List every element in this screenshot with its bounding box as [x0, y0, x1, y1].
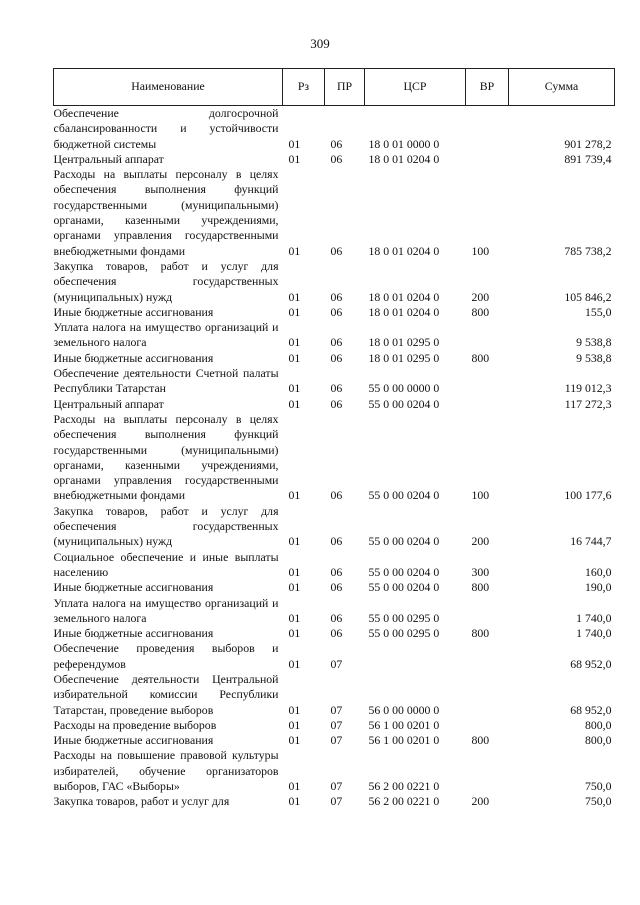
- cell-vr: 800: [471, 304, 490, 319]
- table-body: [54, 106, 615, 810]
- cell-pr: 06: [330, 564, 343, 579]
- cell-sum: 9 538,8: [576, 350, 612, 365]
- cell-csr: 56 2 00 0221 0: [368, 794, 440, 809]
- cell-vr: 200: [471, 534, 490, 549]
- table-row: [54, 504, 615, 550]
- cell-rz: 01: [288, 626, 301, 641]
- cell-csr: 55 0 00 0295 0: [368, 626, 440, 641]
- cell-pr: 06: [330, 289, 343, 304]
- cell-sum: 119 012,3: [564, 381, 612, 396]
- cell-csr: 18 0 01 0295 0: [368, 335, 440, 350]
- cell-name: Иные бюджетные ассигнования: [53, 626, 214, 641]
- cell-rz: 01: [288, 779, 301, 794]
- cell-rz: 01: [288, 151, 301, 166]
- cell-pr: 07: [330, 733, 343, 748]
- table-row: [54, 397, 615, 412]
- cell-rz: 01: [288, 717, 301, 732]
- header-vr: ВР: [466, 69, 509, 106]
- table-row: [54, 366, 615, 397]
- table-row: [54, 106, 615, 152]
- cell-csr: 55 0 00 0204 0: [368, 488, 440, 503]
- cell-rz: 01: [288, 564, 301, 579]
- cell-csr: 56 1 00 0201 0: [368, 733, 440, 748]
- cell-name: Расходы на выплаты персоналу в целях обеспечения выполнения функций государственными (муниципальными) органами, казенными учреждениями, органами управления государственными внебюджетными фондами: [53, 411, 279, 503]
- cell-pr: 06: [330, 136, 343, 151]
- cell-rz: 01: [288, 136, 301, 151]
- cell-sum: 100 177,6: [564, 488, 612, 503]
- cell-sum: 9 538,8: [576, 335, 612, 350]
- cell-csr: 18 0 01 0204 0: [368, 304, 440, 319]
- cell-vr: 200: [471, 794, 490, 809]
- cell-vr: [466, 596, 509, 627]
- cell-sum: 117 272,3: [564, 396, 612, 411]
- table-row: [54, 748, 615, 794]
- cell-rz: 01: [288, 488, 301, 503]
- cell-sum: 155,0: [584, 304, 612, 319]
- cell-sum: 785 738,2: [564, 243, 612, 258]
- cell-pr: 06: [330, 151, 343, 166]
- cell-name: Расходы на выплаты персоналу в целях обеспечения выполнения функций государственными (муниципальными) органами, казенными учреждениями, органами управления государственными внебюджетными фондами: [53, 167, 279, 258]
- cell-name: Иные бюджетные ассигнования: [53, 304, 214, 319]
- cell-rz: 01: [288, 243, 301, 258]
- cell-name: Уплата налога на имущество организаций и земельного налога: [53, 595, 279, 625]
- cell-csr: 56 0 00 0000 0: [368, 702, 440, 717]
- table-row: [54, 580, 615, 595]
- cell-pr: 07: [330, 794, 343, 809]
- cell-csr: 55 0 00 0204 0: [368, 580, 440, 595]
- cell-vr: [466, 320, 509, 351]
- cell-sum: 750,0: [584, 779, 612, 794]
- page-number: 309: [310, 36, 330, 51]
- cell-pr: 07: [330, 779, 343, 794]
- cell-csr: 55 0 00 0295 0: [368, 610, 440, 625]
- cell-rz: 01: [288, 580, 301, 595]
- cell-pr: 06: [330, 304, 343, 319]
- cell-vr: [466, 366, 509, 397]
- cell-name: Иные бюджетные ассигнования: [53, 733, 214, 748]
- table-row: [54, 641, 615, 672]
- cell-name: Центральный аппарат: [53, 396, 164, 411]
- cell-sum: 800,0: [584, 717, 612, 732]
- cell-sum: 1 740,0: [576, 610, 612, 625]
- cell-pr: 07: [330, 702, 343, 717]
- cell-name: Расходы на повышение правовой культуры избирателей, обучение организаторов выборов, ГАС «Выборы»: [53, 748, 279, 794]
- table-row: [54, 550, 615, 581]
- cell-csr: 56 1 00 0201 0: [368, 717, 440, 732]
- cell-sum: 891 739,4: [564, 151, 612, 166]
- cell-sum: 1 740,0: [576, 626, 612, 641]
- cell-sum: 16 744,7: [570, 534, 612, 549]
- cell-sum: 750,0: [584, 794, 612, 809]
- cell-name: Обеспечение деятельности Центральной избирательной комиссии Республики Татарстан, проведение выборов: [53, 671, 279, 717]
- header-rz: Рз: [283, 69, 325, 106]
- cell-csr: 18 0 01 0000 0: [368, 136, 440, 151]
- cell-vr: 800: [471, 350, 490, 365]
- cell-csr: 55 0 00 0204 0: [368, 564, 440, 579]
- cell-vr: [466, 397, 509, 412]
- table-row: [54, 733, 615, 748]
- cell-name: Закупка товаров, работ и услуг для: [53, 794, 230, 809]
- cell-name: Обеспечение проведения выборов и референдумов: [53, 641, 279, 671]
- cell-name: Обеспечение деятельности Счетной палаты Республики Татарстан: [53, 366, 279, 396]
- cell-name: Центральный аппарат: [53, 151, 164, 166]
- cell-sum: 160,0: [584, 564, 612, 579]
- cell-rz: 01: [288, 335, 301, 350]
- cell-name: Расходы на проведение выборов: [53, 717, 217, 732]
- cell-rz: 01: [288, 702, 301, 717]
- cell-pr: 06: [330, 534, 343, 549]
- cell-vr: [466, 718, 509, 733]
- cell-vr: 200: [471, 289, 490, 304]
- cell-pr: 06: [330, 335, 343, 350]
- cell-name: Уплата налога на имущество организаций и земельного налога: [53, 320, 279, 350]
- table-row: [54, 351, 615, 366]
- cell-vr: [466, 152, 509, 167]
- cell-csr: 55 0 00 0204 0: [368, 396, 440, 411]
- cell-name: Социальное обеспечение и иные выплаты населению: [53, 549, 279, 579]
- cell-rz: 01: [288, 350, 301, 365]
- cell-pr: 06: [330, 626, 343, 641]
- cell-pr: 06: [330, 243, 343, 258]
- cell-pr: 06: [330, 381, 343, 396]
- cell-rz: 01: [288, 289, 301, 304]
- cell-name: Обеспечение долгосрочной сбалансированности и устойчивости бюджетной системы: [53, 106, 279, 151]
- cell-csr: 55 0 00 0204 0: [368, 534, 440, 549]
- cell-pr: 06: [330, 350, 343, 365]
- cell-sum: 68 952,0: [570, 656, 612, 671]
- header-csr: ЦСР: [365, 69, 466, 106]
- cell-rz: 01: [288, 610, 301, 625]
- table-header: [54, 69, 615, 106]
- cell-csr: 18 0 01 0204 0: [368, 289, 440, 304]
- cell-rz: 01: [288, 381, 301, 396]
- header-sum: Сумма: [509, 69, 615, 106]
- cell-csr: 18 0 01 0204 0: [368, 151, 440, 166]
- cell-rz: 01: [288, 396, 301, 411]
- cell-vr: 300: [471, 564, 490, 579]
- cell-name: Иные бюджетные ассигнования: [53, 580, 214, 595]
- cell-pr: 06: [330, 610, 343, 625]
- cell-vr: 800: [471, 733, 490, 748]
- cell-vr: [466, 748, 509, 794]
- cell-pr: 06: [330, 580, 343, 595]
- cell-pr: 06: [330, 396, 343, 411]
- cell-pr: 06: [330, 488, 343, 503]
- budget-table: [53, 68, 615, 810]
- cell-csr: 55 0 00 0000 0: [368, 381, 440, 396]
- cell-vr: [466, 106, 509, 152]
- cell-vr: 100: [471, 488, 490, 503]
- header-pr: ПР: [325, 69, 365, 106]
- cell-rz: 01: [288, 304, 301, 319]
- table-row: [54, 152, 615, 167]
- table-row: [54, 305, 615, 320]
- cell-rz: 01: [288, 534, 301, 549]
- table-row: [54, 596, 615, 627]
- cell-rz: 01: [288, 794, 301, 809]
- cell-sum: 901 278,2: [564, 136, 612, 151]
- cell-rz: 01: [288, 733, 301, 748]
- cell-vr: 100: [471, 243, 490, 258]
- cell-sum: 105 846,2: [564, 289, 612, 304]
- table-row: [54, 794, 615, 809]
- cell-pr: 07: [330, 717, 343, 732]
- cell-vr: 800: [471, 580, 490, 595]
- table-row: [54, 259, 615, 305]
- cell-vr: [466, 641, 509, 672]
- cell-csr: 18 0 01 0204 0: [368, 243, 440, 258]
- cell-rz: 01: [288, 656, 301, 671]
- cell-name: Закупка товаров, работ и услуг для обеспечения государственных (муниципальных) нужд: [53, 258, 279, 304]
- header-row: [54, 69, 615, 106]
- cell-vr: [466, 672, 509, 718]
- cell-csr: 18 0 01 0295 0: [368, 350, 440, 365]
- cell-sum: 800,0: [584, 733, 612, 748]
- header-name: Наименование: [54, 69, 283, 106]
- cell-csr: [365, 641, 466, 672]
- cell-vr: 800: [471, 626, 490, 641]
- cell-name: Закупка товаров, работ и услуг для обеспечения государственных (муниципальных) нужд: [53, 503, 279, 549]
- cell-pr: 07: [330, 656, 343, 671]
- cell-sum: 190,0: [584, 580, 612, 595]
- cell-sum: 68 952,0: [570, 702, 612, 717]
- table-row: [54, 167, 615, 259]
- table-row: [54, 412, 615, 504]
- table-row: [54, 320, 615, 351]
- table-row: [54, 672, 615, 718]
- table-row: [54, 626, 615, 641]
- cell-name: Иные бюджетные ассигнования: [53, 350, 214, 365]
- table-row: [54, 718, 615, 733]
- cell-csr: 56 2 00 0221 0: [368, 779, 440, 794]
